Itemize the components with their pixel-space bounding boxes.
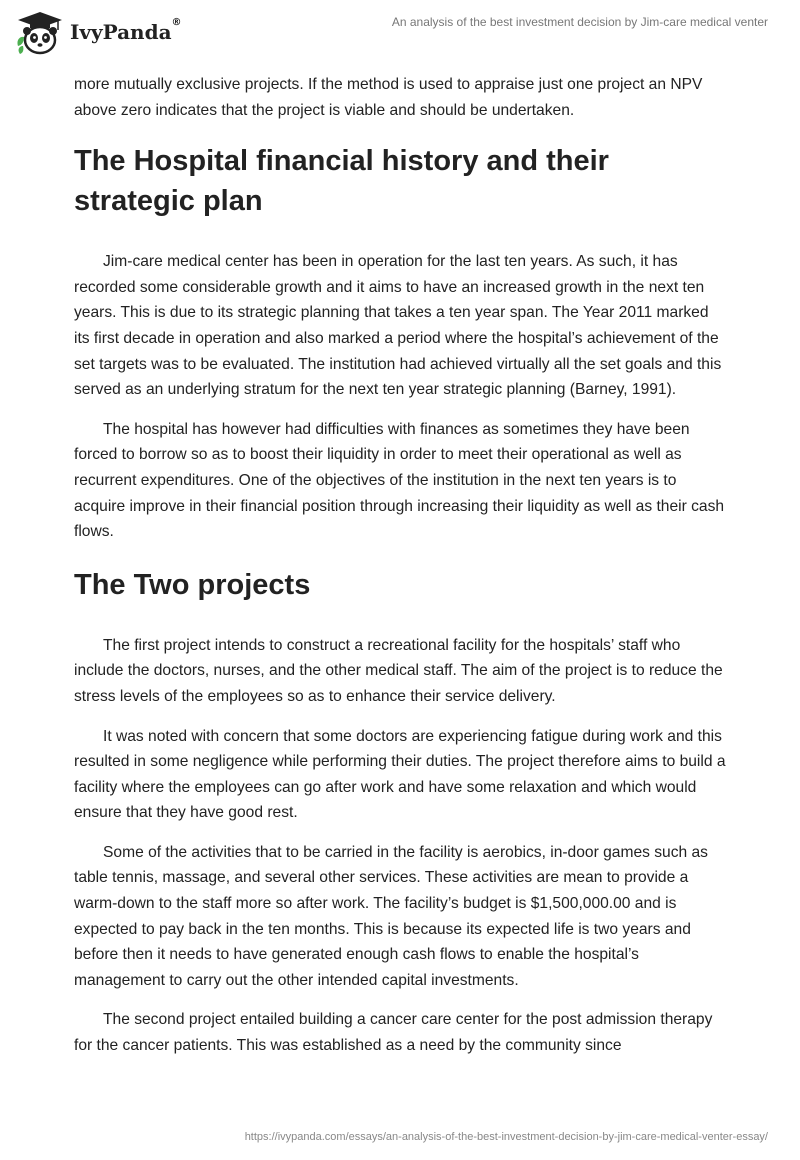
paragraph: The first project intends to construct a recreational facility for the hospitals’ staff who include the doctors, nurses, and the other medical staff. The aim of the project is to reduce the stress levels of the employees so as to enhance their service delivery. [74, 636, 723, 705]
paragraph: The hospital has however had difficulties with finances as sometimes they have been forced to borrow so as to boost their liquidity in order to meet their operational as well as recurrent expenditures. One of the objectives of the institution in the next ten years is to acquire improve in their financial position through increasing their liquidity as well as their cash flows. [74, 420, 725, 541]
ivypanda-logo[interactable] [14, 10, 194, 56]
section-heading-financial-history: The Hospital financial history and their strategic plan [74, 145, 609, 218]
essay-content [74, 72, 726, 1073]
paragraph: Jim-care medical center has been in operation for the last ten years. As such, it has recorded some considerable growth and it aims to have an increased growth in the next ten years. This is due to its strategic planning that takes a ten year span. The Year 2011 marked its first decade in operation and also marked a period where the hospital’s achievement of the set targets was to be evaluated. The institution had achieved virtually all the set goals and this served as an underlying stratum for the next ten year strategic planning (Barney, 1991). [74, 253, 722, 399]
section-heading-two-projects: The Two projects [74, 568, 311, 601]
document-title: An analysis of the best investment decision by Jim-care medical venter [391, 15, 768, 29]
intro-paragraph: more mutually exclusive projects. If the method is used to appraise just one project an NPV above zero indicates that the project is viable and should be undertaken. [74, 76, 703, 119]
brand-name: IvyPanda® [70, 17, 182, 44]
paragraph: The second project entailed building a cancer care center for the post admission therapy for the cancer patients. This was established as a need by the community since [74, 1011, 713, 1055]
page-header [0, 0, 800, 64]
panda-graduate-icon [14, 10, 66, 56]
paragraph: It was noted with concern that some doctors are experiencing fatigue during work and this resulted in some negligence while performing their duties. The project therefore aims to build a facility where the employees can go after work and have some relaxation and which would ensure that they have good rest. [74, 727, 726, 822]
paragraph: Some of the activities that to be carried in the facility is aerobics, in-door games such as table tennis, massage, and several other services. These activities are mean to provide a warm-down to the staff more so after work. The facility’s budget is $1,500,000.00 and is expected to pay back in the ten months. This is because its expected life is two years and before then it needs to have generated enough cash flows to enable the hospital’s management to carry out the other intended capital investments. [74, 843, 708, 989]
source-url[interactable]: https://ivypanda.com/essays/an-analysis-of-the-best-investment-decision-by-jim-care-medical-venter-essay/ [244, 1131, 768, 1143]
